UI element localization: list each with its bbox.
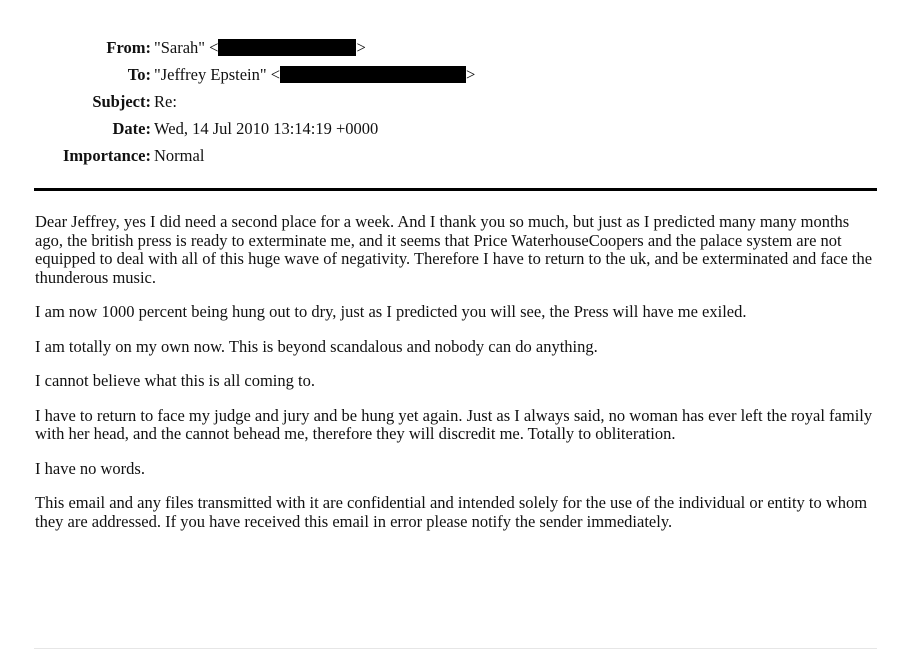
to-value (154, 61, 475, 88)
from-close: > (356, 38, 366, 57)
subject-value: Re: (154, 92, 177, 111)
from-value (154, 34, 366, 61)
date-value: Wed, 14 Jul 2010 13:14:19 +0000 (154, 119, 379, 138)
to-close: > (466, 65, 476, 84)
to-label: To: (127, 65, 151, 84)
to-recipient: "Jeffrey Epstein" < (154, 65, 281, 84)
body-paragraph: I am totally on my own now. This is beyond scandalous and nobody can do anything. (35, 336, 598, 356)
from-label: From: (106, 38, 151, 57)
subject-label: Subject: (92, 92, 151, 111)
date-label: Date: (112, 119, 151, 138)
body-paragraph: I have to return to face my judge and jury and be hung yet again. Just as I always said, no woman has ever left the royal family with her head, and the cannot behead me, therefore they will discredit me. Totally to obliteration. (35, 405, 873, 443)
body-paragraph: Dear Jeffrey, yes I did need a second place for a week. And I thank you so much, but just as I predicted many many months ago, the british press is ready to exterminate me, and it seems that Price WaterhouseCoopers and the palace system are not equipped to deal with all of this huge wave of negativity. Therefore I have to return to the uk, and be exterminated and face the thunderous music. (35, 212, 873, 287)
importance-label: Importance: (63, 146, 151, 165)
date-row (0, 115, 921, 142)
from-row (0, 34, 921, 61)
redaction-bar (218, 39, 356, 56)
body-paragraph: I cannot believe what this is all coming to. (35, 371, 315, 390)
from-sender: "Sarah" < (154, 38, 219, 57)
importance-value: Normal (154, 146, 205, 165)
subject-row (0, 88, 921, 115)
disclaimer-paragraph: This email and any files transmitted with it are confidential and intended solely for the use of the individual or entity to whom they are addressed. If you have received this email in error please notify the sender immediately. (35, 493, 868, 531)
header-divider (34, 188, 877, 191)
body-paragraph: I am now 1000 percent being hung out to dry, just as I predicted you will see, the Press will have me exiled. (35, 302, 747, 321)
to-row (0, 61, 921, 88)
body-paragraph: I have no words. (35, 458, 145, 478)
importance-row (0, 142, 921, 169)
email-body (35, 213, 875, 547)
email-header (0, 34, 921, 169)
redaction-bar (280, 66, 466, 83)
footer-divider (34, 648, 877, 649)
